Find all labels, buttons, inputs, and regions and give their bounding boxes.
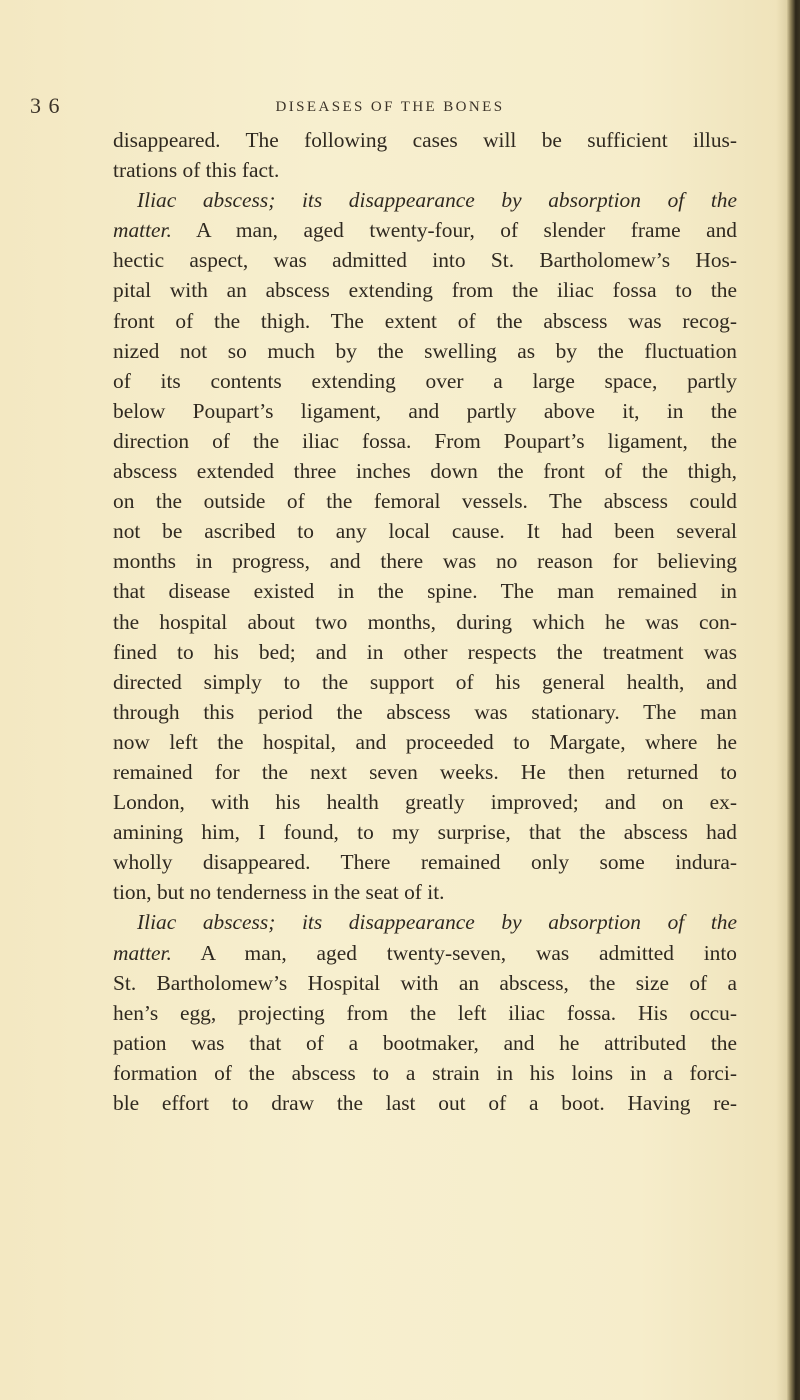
text-run: directed simply to the support of his general health, and xyxy=(113,669,737,694)
text-line xyxy=(113,907,737,937)
text-run: the hospital about two months, during which he was con- xyxy=(113,609,737,634)
italic-heading-text: Iliac abscess; its disappearance by absorption of the xyxy=(137,910,737,935)
page-header xyxy=(30,93,750,123)
text-run: London, with his health greatly improved; and on ex- xyxy=(113,790,737,815)
text-run: ble effort to draw the last out of a boot. Having re- xyxy=(113,1091,737,1115)
text-line xyxy=(113,486,737,516)
text-run: through this period the abscess was stationary. The man xyxy=(113,699,737,724)
running-head: DISEASES OF THE BONES xyxy=(275,99,505,115)
text-line xyxy=(113,456,737,486)
text-line xyxy=(113,245,737,275)
text-line xyxy=(113,607,737,637)
text-run: pation was that of a bootmaker, and he attributed the xyxy=(113,1030,737,1055)
text-run: formation of the abscess to a strain in his loins in a forci- xyxy=(113,1060,737,1085)
text-run: on the outside of the femoral vessels. The abscess could xyxy=(113,489,737,514)
text-run: hen’s egg, projecting from the left iliac fossa. His occu- xyxy=(113,1000,737,1025)
text-line xyxy=(113,396,737,426)
body-text xyxy=(113,125,737,1118)
text-run: fined to his bed; and in other respects the treatment was xyxy=(113,639,737,664)
text-run: trations of this fact. xyxy=(113,158,280,183)
text-line xyxy=(113,426,737,456)
text-line xyxy=(113,757,737,787)
text-line xyxy=(113,968,737,998)
page-edge-shadow xyxy=(786,0,800,1400)
text-line xyxy=(113,366,737,396)
text-line xyxy=(113,155,737,185)
text-run: A man, aged twenty-seven, was admitted into xyxy=(171,940,737,965)
text-line xyxy=(113,847,737,877)
text-line xyxy=(113,576,737,606)
text-line xyxy=(113,727,737,757)
text-line xyxy=(113,697,737,727)
text-line xyxy=(113,125,737,155)
text-run: months in progress, and there was no reason for believing xyxy=(113,549,737,574)
text-line xyxy=(113,1058,737,1088)
text-run: abscess extended three inches down the front of the thigh, xyxy=(113,459,737,484)
page-number: 3 6 xyxy=(30,93,61,118)
text-line xyxy=(113,336,737,366)
text-line xyxy=(113,275,737,305)
text-run: tion, but no tenderness in the seat of it. xyxy=(113,880,445,905)
text-run: A man, aged twenty-four, of slender frame and xyxy=(171,218,737,243)
text-run: of its contents extending over a large space, partly xyxy=(113,368,737,393)
text-run: below Poupart’s ligament, and partly above it, in the xyxy=(113,398,737,423)
text-run: St. Bartholomew’s Hospital with an abscess, the size of a xyxy=(113,970,737,995)
text-line xyxy=(113,787,737,817)
text-run: wholly disappeared. There remained only some indura- xyxy=(113,850,737,875)
text-line xyxy=(113,877,737,907)
italic-heading-text: matter. xyxy=(113,940,172,965)
text-line xyxy=(113,998,737,1028)
text-line xyxy=(113,215,737,245)
text-line xyxy=(113,1088,737,1118)
text-run: not be ascribed to any local cause. It had been several xyxy=(113,519,737,544)
text-line xyxy=(113,1028,737,1058)
text-run: nized not so much by the swelling as by the fluctuation xyxy=(113,338,737,363)
italic-heading-text: Iliac abscess; its disappearance by absorption of the xyxy=(137,188,737,213)
text-run: now left the hospital, and proceeded to Margate, where he xyxy=(113,729,737,754)
text-line xyxy=(113,817,737,847)
text-run: hectic aspect, was admitted into St. Bartholomew’s Hos- xyxy=(113,248,737,273)
text-line xyxy=(113,306,737,336)
text-run: that disease existed in the spine. The man remained in xyxy=(113,579,737,604)
text-line xyxy=(113,546,737,576)
text-line xyxy=(113,185,737,215)
text-line xyxy=(113,667,737,697)
text-line xyxy=(113,938,737,968)
text-run: disappeared. The following cases will be sufficient illus- xyxy=(113,128,737,152)
text-run: direction of the iliac fossa. From Poupart’s ligament, the xyxy=(113,428,737,453)
text-run: front of the thigh. The extent of the abscess was recog- xyxy=(113,308,737,333)
text-line xyxy=(113,637,737,667)
text-run: remained for the next seven weeks. He then returned to xyxy=(113,759,737,784)
text-line xyxy=(113,516,737,546)
text-run: amining him, I found, to my surprise, that the abscess had xyxy=(113,820,737,845)
italic-heading-text: matter. xyxy=(113,218,172,243)
text-run: pital with an abscess extending from the iliac fossa to the xyxy=(113,278,737,303)
